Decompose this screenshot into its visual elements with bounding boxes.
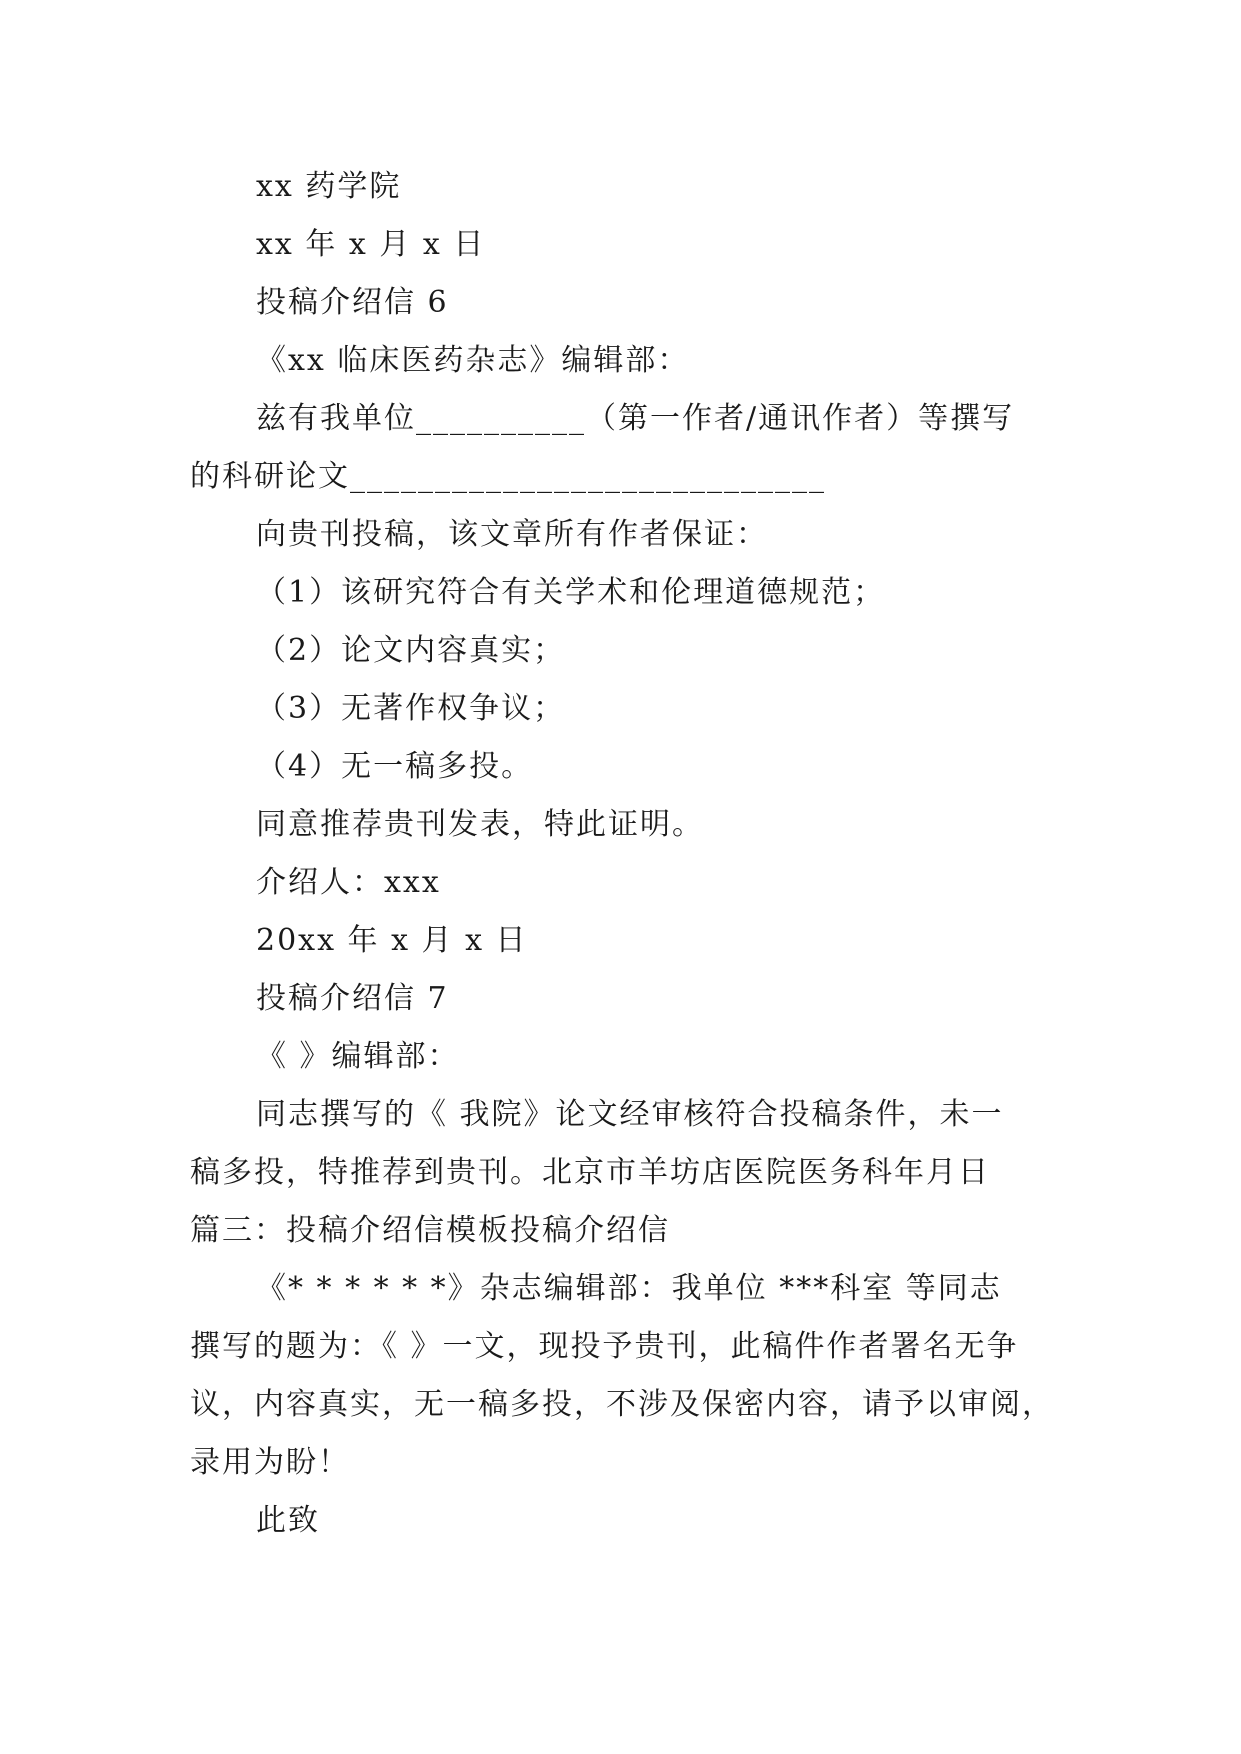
body-line: 《* * * * * *》杂志编辑部：我单位 ***科室 等同志 — [256, 1271, 1002, 1306]
salutation-line: 《xx 临床医药杂志》编辑部： — [256, 343, 690, 378]
list-item: （2）论文内容真实； — [256, 633, 566, 668]
salutation-line: 《 》编辑部： — [256, 1039, 460, 1074]
body-line: 同意推荐贵刊发表，特此证明。 — [256, 807, 704, 842]
institution-line: xx 药学院 — [256, 169, 402, 204]
body-line: 议，内容真实，无一稿多投，不涉及保密内容，请予以审阅， — [190, 1387, 1054, 1422]
closing-line: 此致 — [256, 1503, 320, 1538]
body-line: 录用为盼！ — [190, 1445, 350, 1480]
section-heading-3: 篇三：投稿介绍信模板投稿介绍信 — [190, 1213, 670, 1248]
list-item: （1）该研究符合有关学术和伦理道德规范； — [256, 575, 886, 610]
section-heading-7: 投稿介绍信 7 — [256, 981, 449, 1016]
section-heading-6: 投稿介绍信 6 — [256, 285, 449, 320]
signatory-line: 介绍人：xxx — [256, 865, 441, 900]
date-line: xx 年 x 月 x 日 — [256, 227, 486, 262]
body-line: 兹有我单位__________（第一作者/通讯作者）等撰写 — [256, 401, 1015, 436]
list-item: （4）无一稿多投。 — [256, 749, 534, 784]
body-line: 的科研论文____________________________ — [190, 459, 826, 494]
list-item: （3）无著作权争议； — [256, 691, 566, 726]
body-line: 向贵刊投稿，该文章所有作者保证： — [256, 517, 768, 552]
date-line: 20xx 年 x 月 x 日 — [256, 923, 528, 958]
body-line: 撰写的题为：《 》一文，现投予贵刊，此稿件作者署名无争 — [190, 1329, 1019, 1364]
body-line: 同志撰写的《 我院》论文经审核符合投稿条件，未一 — [256, 1097, 1004, 1132]
body-line: 稿多投，特推荐到贵刊。北京市羊坊店医院医务科年月日 — [190, 1155, 990, 1190]
